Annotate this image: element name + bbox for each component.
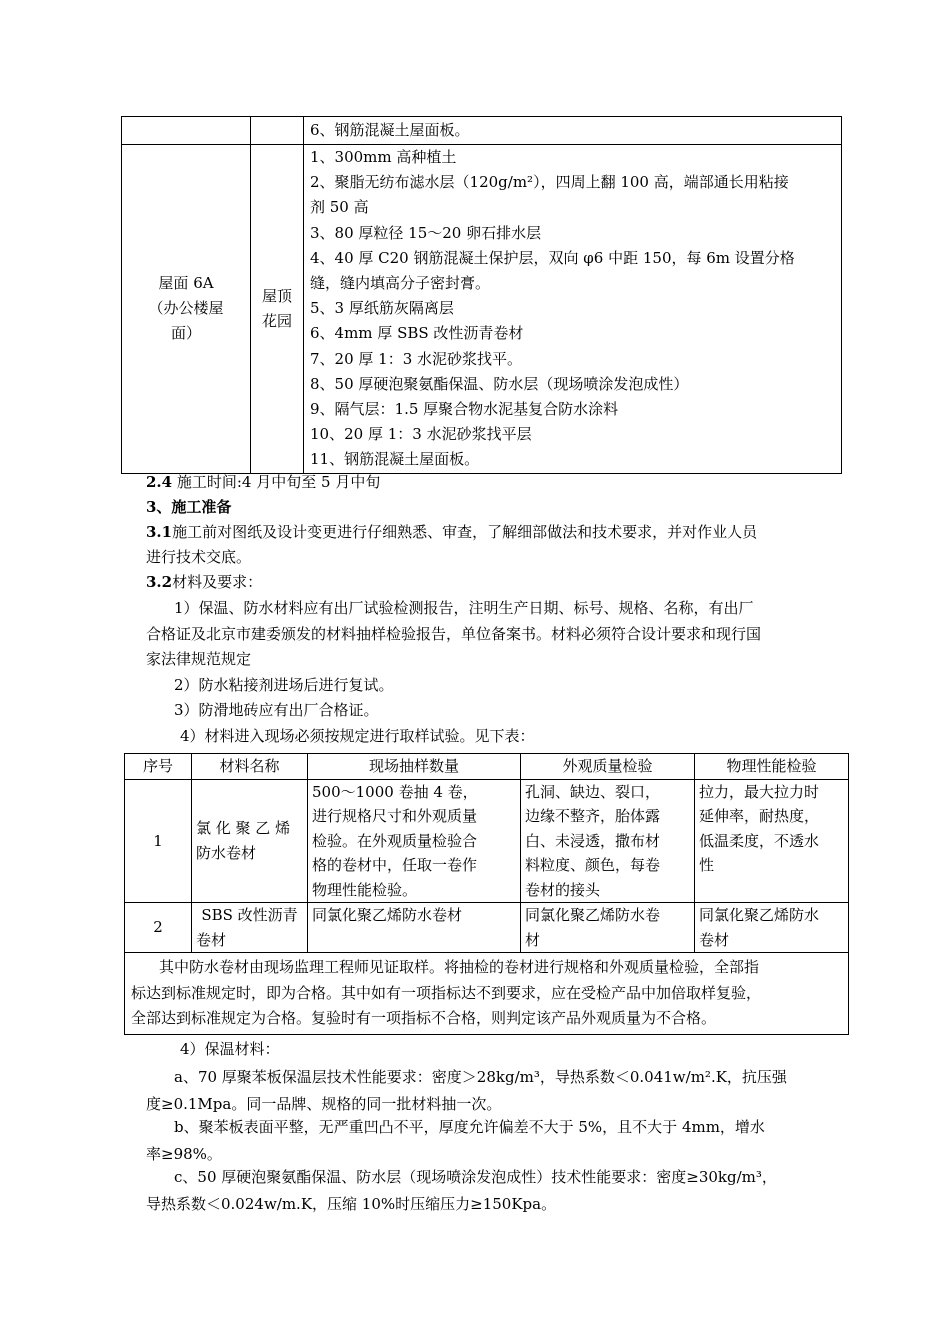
material-name bbox=[192, 903, 308, 953]
paragraph-line: 合格证及北京市建委颁发的材料抽样检验报告，单位备案书。材料必须符合设计要求和现行国 bbox=[146, 624, 762, 643]
column-header: 材料名称 bbox=[192, 754, 308, 780]
material-item-4 bbox=[146, 724, 846, 750]
section-number: 3.1 bbox=[146, 523, 173, 541]
cell-line: 同氯化聚乙烯防水 bbox=[699, 906, 820, 924]
cell-line: 边缘不整齐，胎体露 bbox=[525, 807, 661, 825]
row-number: 2 bbox=[125, 903, 192, 953]
column-header: 外观质量检验 bbox=[521, 754, 695, 780]
cell-line: 检验。在外观质量检验合 bbox=[312, 831, 478, 850]
cell-line: 面） bbox=[170, 324, 201, 343]
paragraph-line: 导热系数＜0.024w/m.K，压缩 10%时压缩压力≥150Kpa。 bbox=[146, 1195, 557, 1213]
cell-line: 孔洞、缺边、裂口， bbox=[525, 782, 661, 801]
layers-cell bbox=[304, 145, 842, 474]
cell-line: 卷材的接头 bbox=[525, 880, 601, 899]
insulation-item-c bbox=[146, 1164, 846, 1218]
layer-line: 缝，缝内填高分子密封膏。 bbox=[310, 274, 491, 293]
section-2-4 bbox=[146, 470, 846, 495]
cell-line: 低温柔度，不透水 bbox=[699, 831, 820, 850]
cell-line: 卷材 bbox=[196, 930, 227, 949]
cell-line: 屋面 6A bbox=[158, 274, 214, 293]
cell-line: 材 bbox=[525, 930, 541, 949]
note-line: 其中防水卷材由现场监理工程师见证取样。将抽检的卷材进行规格和外观质量检验，全部指 bbox=[159, 958, 760, 976]
paragraph-line: 度≥0.1Mpa。同一品牌、规格的同一批材料抽一次。 bbox=[146, 1095, 502, 1113]
note-line: 标达到标准规定时，即为合格。其中如有一项指标达不到要求，应在受检产品中加倍取样复验， bbox=[131, 983, 762, 1002]
section-3-heading: 3、施工准备 bbox=[146, 498, 232, 516]
cell-line: 延伸率，耐热度， bbox=[699, 807, 820, 825]
sampling-table bbox=[124, 753, 849, 1035]
cell-line: 物理性能检验。 bbox=[312, 880, 418, 899]
layer-line: 10、20 厚 1：3 水泥砂浆找平层 bbox=[310, 425, 532, 444]
paragraph-line: b、聚苯板表面平整，无严重凹凸不平，厚度允许偏差不大于 5%，且不大于 4mm，增水 bbox=[174, 1118, 765, 1136]
cell-line: 格的卷材中，任取一卷作 bbox=[312, 856, 478, 874]
appearance-inspection bbox=[521, 903, 695, 953]
note-line: 全部达到标准规定为合格。复验时有一项指标不合格，则判定该产品外观质量为不合格。 bbox=[131, 1009, 717, 1027]
paragraph-line: 1）保温、防水材料应有出厂试验检测报告，注明生产日期、标号、规格、名称，有出厂 bbox=[174, 599, 754, 617]
paragraph-line: 家法律规范规定 bbox=[146, 650, 252, 668]
section-text: 施工前对图纸及设计变更进行仔细熟悉、审查，了解细部做法和技术要求，并对作业人员 bbox=[172, 523, 758, 541]
cell-line: 卷材 bbox=[699, 930, 730, 949]
table-note-row bbox=[125, 953, 849, 1035]
layer-line: 9、隔气层：1.5 厚聚合物水泥基复合防水涂料 bbox=[310, 400, 619, 419]
layer-line: 7、20 厚 1：3 水泥砂浆找平。 bbox=[310, 349, 523, 368]
table-row bbox=[122, 145, 842, 474]
cell-line: （办公楼屋 bbox=[148, 299, 224, 318]
table-header-row bbox=[125, 754, 849, 780]
insulation-item-b bbox=[146, 1114, 846, 1168]
layer-line: 1、300mm 高种植土 bbox=[310, 148, 457, 166]
insulation-item-a bbox=[146, 1064, 846, 1118]
section-number: 2.4 bbox=[146, 473, 173, 491]
cell-line: 花园 bbox=[261, 311, 292, 330]
sampling-quantity bbox=[308, 779, 521, 903]
table-cell bbox=[122, 117, 251, 145]
sampling-quantity bbox=[308, 903, 521, 953]
cell-line: 拉力，最大拉力时 bbox=[699, 782, 820, 801]
paragraph-line: a、70 厚聚苯板保温层技术性能要求：密度＞28kg/m³，导热系数＜0.041w/m².K，抗压强 bbox=[174, 1068, 787, 1086]
cell-line: 同氯化聚乙烯防水卷材 bbox=[312, 906, 463, 924]
layer-line: 3、80 厚粒径 15～20 卵石排水层 bbox=[310, 223, 542, 242]
cell-line: 500～1000 卷抽 4 卷， bbox=[312, 782, 478, 801]
table-row bbox=[122, 117, 842, 145]
paragraph-line: c、50 厚硬泡聚氨酯保温、防水层（现场喷涂发泡成性）技术性能要求：密度≥30kg/m³， bbox=[174, 1168, 777, 1186]
layer-line: 4、40 厚 C20 钢筋混凝土保护层，双向 φ6 中距 150，每 6m 设置分格 bbox=[310, 248, 795, 267]
paragraph-line: 3）防滑地砖应有出厂合格证。 bbox=[174, 701, 379, 719]
layer-line: 剂 50 高 bbox=[310, 198, 369, 217]
table-cell: 6、钢筋混凝土屋面板。 bbox=[304, 117, 842, 145]
insulation-heading bbox=[146, 1037, 846, 1063]
cell-line: 料粒度、颜色，每卷 bbox=[525, 856, 661, 874]
cell-line: 同氯化聚乙烯防水卷 bbox=[525, 906, 661, 924]
layer-line: 6、4mm 厚 SBS 改性沥青卷材 bbox=[310, 324, 524, 343]
layer-line: 8、50 厚硬泡聚氨酯保温、防水层（现场喷涂发泡成性） bbox=[310, 374, 689, 393]
physical-inspection bbox=[695, 903, 849, 953]
paragraph-line: 4）保温材料： bbox=[180, 1040, 280, 1058]
roof-type-cell bbox=[122, 145, 251, 474]
layer-line: 2、聚脂无纺布滤水层（120g/m²），四周上翻 100 高，端部通长用粘接 bbox=[310, 173, 789, 192]
section-3-2 bbox=[146, 570, 846, 595]
paragraph-line: 4）材料进入现场必须按规定进行取样试验。见下表： bbox=[180, 727, 535, 745]
section-number: 3.2 bbox=[146, 573, 173, 591]
table-row bbox=[125, 903, 849, 953]
roof-layers-table bbox=[121, 116, 842, 474]
cell-line: 屋顶 bbox=[261, 286, 292, 305]
material-item-1 bbox=[146, 596, 846, 673]
layer-line: 11、钢筋混凝土屋面板。 bbox=[310, 450, 480, 469]
cell-line: 白、未浸透，撒布材 bbox=[525, 831, 661, 850]
paragraph-line bbox=[146, 520, 846, 545]
section-text: 施工时间:4 月中旬至 5 月中旬 bbox=[172, 473, 381, 491]
layer-line: 5、3 厚纸筋灰隔离层 bbox=[310, 299, 454, 318]
sampling-note bbox=[125, 953, 849, 1035]
roof-category-cell bbox=[251, 145, 304, 474]
paragraph-line: 进行技术交底。 bbox=[146, 548, 252, 566]
column-header: 现场抽样数量 bbox=[308, 754, 521, 780]
column-header: 序号 bbox=[125, 754, 192, 780]
section-text: 材料及要求： bbox=[172, 573, 263, 591]
appearance-inspection bbox=[521, 779, 695, 903]
cell-line: 防水卷材 bbox=[196, 843, 257, 862]
paragraph-line: 2）防水粘接剂进场后进行复试。 bbox=[174, 676, 394, 694]
table-row bbox=[125, 779, 849, 903]
paragraph-line: 率≥98%。 bbox=[146, 1145, 222, 1163]
column-header: 物理性能检验 bbox=[695, 754, 849, 780]
material-item-3 bbox=[146, 698, 846, 724]
cell-line: SBS 改性沥青 bbox=[201, 906, 298, 924]
row-number: 1 bbox=[125, 779, 192, 903]
table-cell bbox=[251, 117, 304, 145]
material-item-2 bbox=[146, 673, 846, 699]
cell-line: 氯 化 聚 乙 烯 bbox=[196, 819, 291, 838]
cell-line: 进行规格尺寸和外观质量 bbox=[312, 807, 478, 825]
physical-inspection bbox=[695, 779, 849, 903]
cell-line: 性 bbox=[699, 856, 715, 874]
section-3-1 bbox=[146, 520, 846, 570]
material-name bbox=[192, 779, 308, 903]
